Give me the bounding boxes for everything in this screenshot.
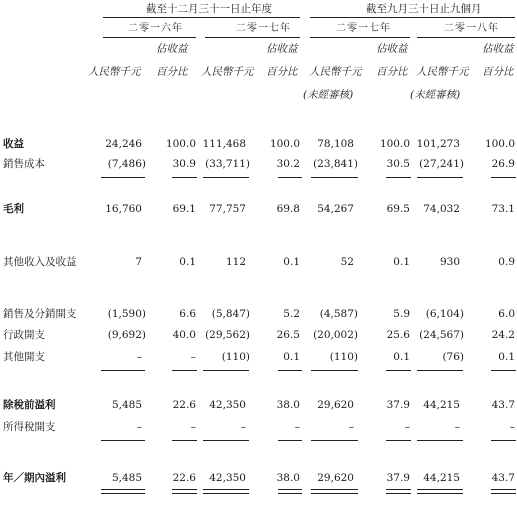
year-header-rule [103, 37, 196, 38]
cell-value: 7 [135, 256, 142, 268]
cell-value: 5.9 [393, 308, 410, 320]
cell-value: – [404, 421, 410, 433]
subtotal-rule [172, 177, 197, 178]
row-label-income-tax: 所得稅開支 [3, 421, 56, 433]
cell-value: 100.0 [269, 138, 300, 150]
pct-header-bottom: 百分比 [376, 66, 408, 78]
subtotal-rule [311, 370, 358, 371]
subtotal-rule [101, 177, 145, 178]
cell-value: 5,485 [111, 472, 142, 484]
cell-value: – [454, 421, 460, 433]
cell-value: 69.1 [172, 203, 196, 215]
total-double-rule [311, 489, 358, 494]
pct-header-bottom: 百分比 [482, 66, 514, 78]
cell-value: 930 [439, 256, 460, 268]
year-header-rule [310, 37, 410, 38]
cell-value: 43.7 [491, 399, 515, 411]
cell-value: 69.5 [386, 203, 410, 215]
cell-value: 42,350 [209, 399, 246, 411]
cell-value: (27,241) [419, 158, 464, 170]
rmb-header: 人民幣千元 [416, 66, 469, 78]
cell-value: 0.9 [498, 256, 515, 268]
period-header-rule [103, 17, 300, 18]
subtotal-rule [172, 370, 197, 371]
subtotal-rule [491, 440, 516, 441]
cell-value: 0.1 [179, 256, 196, 268]
total-double-rule [203, 489, 249, 494]
cell-value: 100.0 [165, 138, 196, 150]
cell-value: 44,215 [423, 472, 460, 484]
cell-value: (110) [221, 351, 250, 363]
subtotal-rule [311, 440, 358, 441]
cell-value: 0.1 [393, 351, 410, 363]
cell-value: – [509, 421, 515, 433]
rmb-header: 人民幣千元 [88, 66, 141, 78]
cell-value: (1,590) [107, 308, 146, 320]
cell-value: 30.2 [276, 158, 300, 170]
pct-header-top: 佔收益 [482, 43, 514, 55]
cell-value: (33,711) [205, 158, 250, 170]
cell-value: 37.9 [386, 399, 410, 411]
cell-value: 38.0 [276, 399, 300, 411]
cell-value: 29,620 [317, 472, 354, 484]
cell-value: 6.6 [179, 308, 196, 320]
row-label-profit-before-tax: 除稅前溢利 [3, 399, 56, 411]
row-label-revenue: 收益 [3, 138, 24, 150]
year-header-rule [205, 37, 300, 38]
period-header-full-year: 截至十二月三十一日止年度 [146, 3, 272, 15]
cell-value: 112 [225, 256, 246, 268]
cell-value: 100.0 [484, 138, 515, 150]
cell-value: 37.9 [386, 472, 410, 484]
total-double-rule [386, 489, 411, 494]
total-double-rule [278, 489, 302, 494]
pct-header-bottom: 百分比 [156, 66, 188, 78]
total-double-rule [491, 489, 516, 494]
pct-header-top: 佔收益 [266, 43, 298, 55]
cell-value: (6,104) [425, 308, 464, 320]
row-label-cost-of-sales: 銷售成本 [3, 158, 45, 170]
cell-value: 0.1 [498, 351, 515, 363]
cell-value: (20,002) [313, 329, 358, 341]
year-header-2018-nine-months: 二零一八年 [444, 23, 499, 34]
cell-value: 38.0 [276, 472, 300, 484]
subtotal-rule [417, 177, 463, 178]
subtotal-rule [386, 177, 411, 178]
subtotal-rule [386, 370, 411, 371]
cell-value: 54,267 [317, 203, 354, 215]
cell-value: 40.0 [172, 329, 196, 341]
unaudited-label: (未經審核) [303, 89, 354, 101]
subtotal-rule [278, 440, 302, 441]
total-double-rule [417, 489, 463, 494]
cell-value: – [136, 421, 142, 433]
subtotal-rule [203, 370, 249, 371]
subtotal-rule [203, 177, 249, 178]
cell-value: 77,757 [209, 203, 246, 215]
cell-value: (23,841) [313, 158, 358, 170]
cell-value: 26.5 [276, 329, 300, 341]
cell-value: 44,215 [423, 399, 460, 411]
row-label-admin-expenses: 行政開支 [3, 329, 45, 341]
pct-header-top: 佔收益 [376, 43, 408, 55]
unaudited-label: (未經審核) [410, 89, 461, 101]
cell-value: – [190, 421, 196, 433]
cell-value: 69.8 [276, 203, 300, 215]
cell-value: (24,567) [419, 329, 464, 341]
subtotal-rule [386, 440, 411, 441]
rmb-header: 人民幣千元 [309, 66, 362, 78]
pct-header-top: 佔收益 [156, 43, 188, 55]
cell-value: (4,587) [319, 308, 358, 320]
cell-value: 0.1 [393, 256, 410, 268]
cell-value: 74,032 [423, 203, 460, 215]
row-label-selling-expenses: 銷售及分銷開支 [3, 308, 77, 320]
cell-value: (7,486) [107, 158, 146, 170]
cell-value: 0.1 [283, 351, 300, 363]
subtotal-rule [417, 370, 463, 371]
pct-header-bottom: 百分比 [266, 66, 298, 78]
subtotal-rule [278, 177, 302, 178]
cell-value: 24,246 [105, 138, 142, 150]
cell-value: 30.5 [386, 158, 410, 170]
rmb-header: 人民幣千元 [201, 66, 254, 78]
cell-value: 73.1 [491, 203, 515, 215]
row-label-gross-profit: 毛利 [3, 203, 24, 215]
total-double-rule [101, 489, 145, 494]
cell-value: 100.0 [379, 138, 410, 150]
cell-value: 30.9 [172, 158, 196, 170]
row-label-profit-for-period: 年／期內溢利 [3, 472, 66, 484]
cell-value: 111,468 [202, 138, 246, 150]
cell-value: 25.6 [386, 329, 410, 341]
subtotal-rule [172, 440, 197, 441]
row-label-other-income: 其他收入及收益 [3, 256, 77, 268]
row-label-other-expenses: 其他開支 [3, 351, 45, 363]
year-header-2016: 二零一六年 [128, 23, 183, 34]
cell-value: 0.1 [283, 256, 300, 268]
period-header-rule [310, 17, 515, 18]
subtotal-rule [101, 370, 145, 371]
subtotal-rule [491, 370, 516, 371]
cell-value: 5.2 [283, 308, 300, 320]
cell-value: (9,692) [107, 329, 146, 341]
subtotal-rule [101, 440, 145, 441]
period-header-nine-months: 截至九月三十日止九個月 [366, 3, 482, 15]
year-header-2017-nine-months: 二零一七年 [336, 23, 391, 34]
cell-value: 52 [340, 256, 354, 268]
cell-value: (5,847) [211, 308, 250, 320]
year-header-2017: 二零一七年 [236, 23, 291, 34]
subtotal-rule [203, 440, 249, 441]
cell-value: – [348, 421, 354, 433]
cell-value: 26.9 [491, 158, 515, 170]
cell-value: 22.6 [172, 472, 196, 484]
subtotal-rule [491, 177, 516, 178]
cell-value: 78,108 [317, 138, 354, 150]
cell-value: 24.2 [491, 329, 515, 341]
cell-value: – [294, 421, 300, 433]
cell-value: – [190, 351, 196, 363]
cell-value: 29,620 [317, 399, 354, 411]
cell-value: (76) [442, 351, 464, 363]
cell-value: 5,485 [111, 399, 142, 411]
cell-value: – [240, 421, 246, 433]
cell-value: 22.6 [172, 399, 196, 411]
cell-value: 101,273 [416, 138, 460, 150]
cell-value: – [136, 351, 142, 363]
cell-value: 6.0 [498, 308, 515, 320]
subtotal-rule [278, 370, 302, 371]
subtotal-rule [311, 177, 358, 178]
cell-value: 42,350 [209, 472, 246, 484]
cell-value: 43.7 [491, 472, 515, 484]
cell-value: 16,760 [105, 203, 142, 215]
year-header-rule [417, 37, 515, 38]
subtotal-rule [417, 440, 463, 441]
total-double-rule [172, 489, 197, 494]
cell-value: (29,562) [205, 329, 250, 341]
cell-value: (110) [329, 351, 358, 363]
